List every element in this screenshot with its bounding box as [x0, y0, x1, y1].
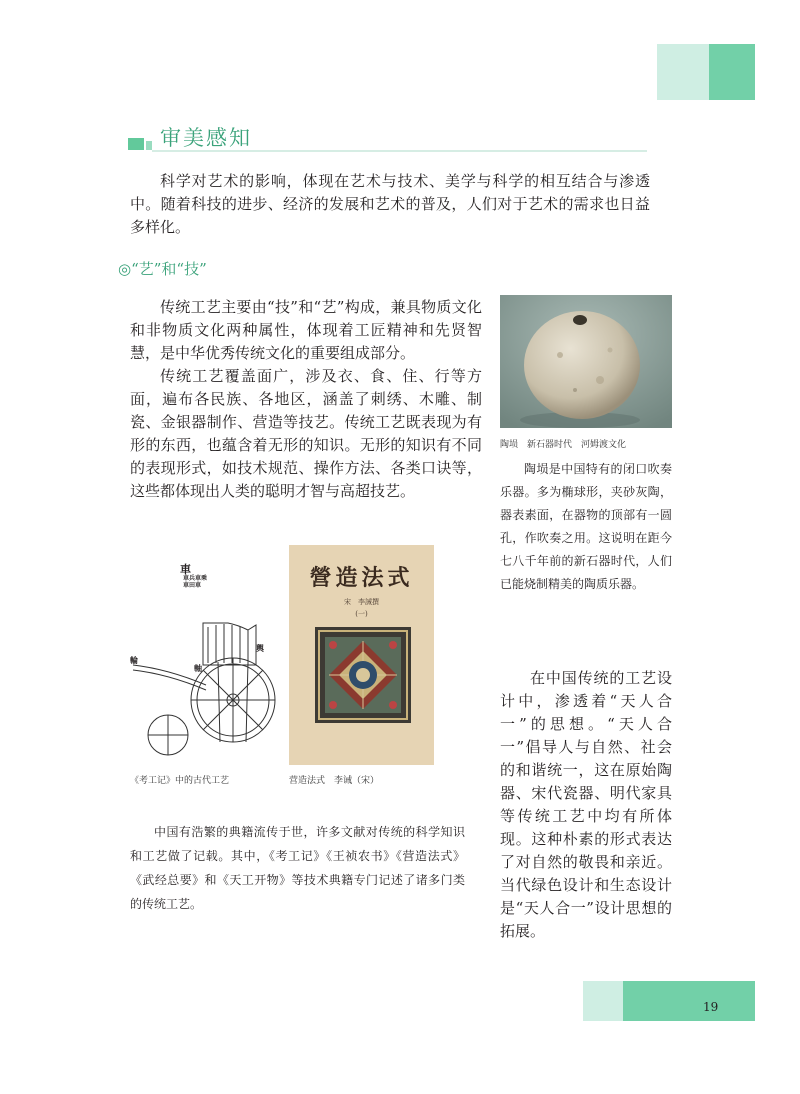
- tianren-heyi-paragraph: 在中国传统的工艺设计中，渗透着“天人合一”的思想。“天人合一”倡导人与自然、社会的和谐统一，这在原始陶器、宋代瓷器、明代家具等传统工艺中均有所体现。这种朴素的形式表达了对自然的敬畏和亲近。当代绿色设计和生态设计是“天人合一”设计思想的拓展。: [500, 669, 672, 940]
- footer-decor-dark: [623, 981, 755, 1021]
- book-caption: 营造法式 李诫（宋）: [289, 776, 380, 786]
- section-title: 审美感知: [160, 126, 252, 150]
- book-author: 宋 李誡撰: [344, 598, 379, 606]
- classics-description: 中国有浩繁的典籍流传于世，许多文献对传统的科学知识和工艺做了记载。其中，《考工记》《王祯农书》《营造法式》《武经总要》和《天工开物》等技术典籍专门记述了诸多门类的传统工艺。: [130, 825, 465, 911]
- book-cover-yingzao-fashi: [289, 545, 434, 765]
- intro-paragraph: 科学对艺术的影响，体现在艺术与技术、美学与科学的相互结合与渗透中。随着科技的进步、经济的发展和艺术的普及，人们对于艺术的需求也日益多样化。: [130, 172, 650, 236]
- subsection-title: ◎“艺”和“技”: [118, 260, 207, 278]
- footer-decor-light: [583, 981, 623, 1021]
- drawing-caption: 《考工记》中的古代工艺: [130, 776, 230, 786]
- drawing-label-top: 車: [180, 563, 191, 576]
- page-number: 19: [703, 1000, 719, 1014]
- header-decor-dark: [709, 44, 755, 100]
- pottery-xun-photo: [500, 295, 672, 428]
- section-underline: [152, 150, 647, 152]
- book-pattern: [315, 627, 411, 723]
- chariot-drawing: [128, 555, 278, 765]
- drawing-label-c: 軸: [194, 663, 202, 673]
- drawing-label-b: 輿: [256, 643, 264, 653]
- section-marker: [128, 138, 144, 150]
- section-marker-small: [146, 141, 152, 150]
- paragraph-2: 传统工艺覆盖面广，涉及衣、食、住、行等方面，遍布各民族、各地区，涵盖了刺绣、木雕、制瓷、金银器制作、营造等技艺。传统工艺既表现为有形的东西，也蕴含着无形的知识。无形的知识有不同的表现形式，如技术规范、操作方法、各类口诀等，这些都体现出人类的聪明才智与高超技艺。: [130, 367, 482, 500]
- header-decor-light: [657, 44, 709, 100]
- drawing-label-side: 車兵車乘車田車: [183, 575, 208, 589]
- pottery-description: 陶埙是中国特有的闭口吹奏乐器。多为椭球形，夹砂灰陶，器表素面，在器物的顶部有一圆孔，作吹奏之用。这说明在距今七八千年前的新石器时代，人们已能烧制精美的陶质乐器。: [500, 462, 672, 591]
- paragraph-1: 传统工艺主要由“技”和“艺”构成，兼具物质文化和非物质文化两种属性，体现着工匠精神和先贤智慧，是中华优秀传统文化的重要组成部分。: [130, 298, 482, 362]
- main-paragraphs: [130, 296, 482, 503]
- pottery-caption: 陶埙 新石器时代 河姆渡文化: [500, 440, 627, 450]
- drawing-label-a: 輪: [130, 655, 138, 665]
- book-title: 營造法式: [309, 565, 414, 591]
- book-volume: (一): [355, 610, 368, 618]
